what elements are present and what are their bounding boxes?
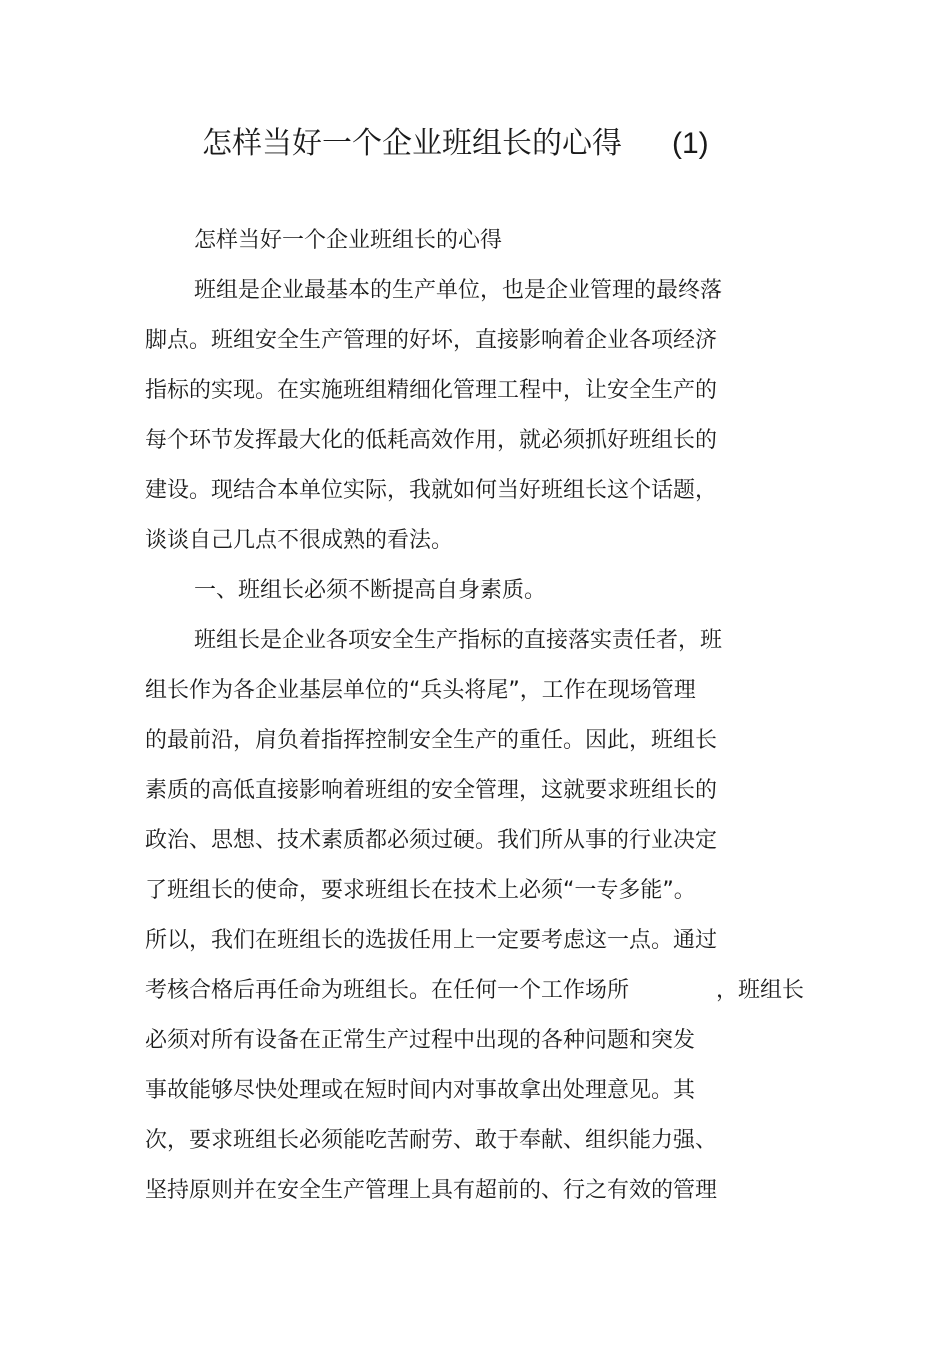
document-title-suffix: (1) [672,127,709,160]
paragraph-line: 坚持原则并在安全生产管理上具有超前的、行之有效的管理 [145,1178,718,1203]
paragraph-line: 政治、思想、技术素质都必须过硬。我们所从事的行业决定 [145,828,718,853]
paragraph-line: 指标的实现。在实施班组精细化管理工程中，让安全生产的 [145,378,718,403]
paragraph-line: 次，要求班组长必须能吃苦耐劳、敢于奉献、组织能力强、 [145,1128,718,1153]
paragraph-line: 素质的高低直接影响着班组的安全管理，这就要求班组长的 [145,778,718,803]
paragraph-line: 班组是企业最基本的生产单位，也是企业管理的最终落 [194,278,723,303]
document-title [202,124,709,164]
paragraph-line: 了班组长的使命，要求班组长在技术上必须“一专多能”。 [145,878,696,903]
paragraph-line: 建设。现结合本单位实际，我就如何当好班组长这个话题， [145,478,718,503]
paragraph-line: 脚点。班组安全生产管理的好坏，直接影响着企业各项经济 [145,328,718,353]
paragraph-line: 班组长是企业各项安全生产指标的直接落实责任者，班 [194,628,723,653]
paragraph-line: 考核合格后再任命为班组长。在任何一个工作场所 [145,978,630,1003]
paragraph-line: 组长作为各企业基层单位的“兵头将尾”，工作在现场管理 [145,678,696,703]
paragraph-line: 的最前沿，肩负着指挥控制安全生产的重任。因此，班组长 [145,728,718,753]
paragraph-line-fragment: ，班组长 [716,978,805,1003]
paragraph-line: 每个环节发挥最大化的低耗高效作用，就必须抓好班组长的 [145,428,718,453]
section-heading: 一、班组长必须不断提高自身素质。 [194,578,547,603]
paragraph-line: 所以，我们在班组长的选拔任用上一定要考虑这一点。通过 [145,928,718,953]
paragraph-line: 必须对所有设备在正常生产过程中出现的各种问题和突发 [145,1028,696,1053]
paragraph-line: 事故能够尽快处理或在短时间内对事故拿出处理意见。其 [145,1078,696,1103]
subtitle-line: 怎样当好一个企业班组长的心得 [194,228,503,253]
document-title-text: 怎样当好一个企业班组长的心得 [202,126,622,161]
paragraph-line: 谈谈自己几点不很成熟的看法。 [145,528,454,553]
